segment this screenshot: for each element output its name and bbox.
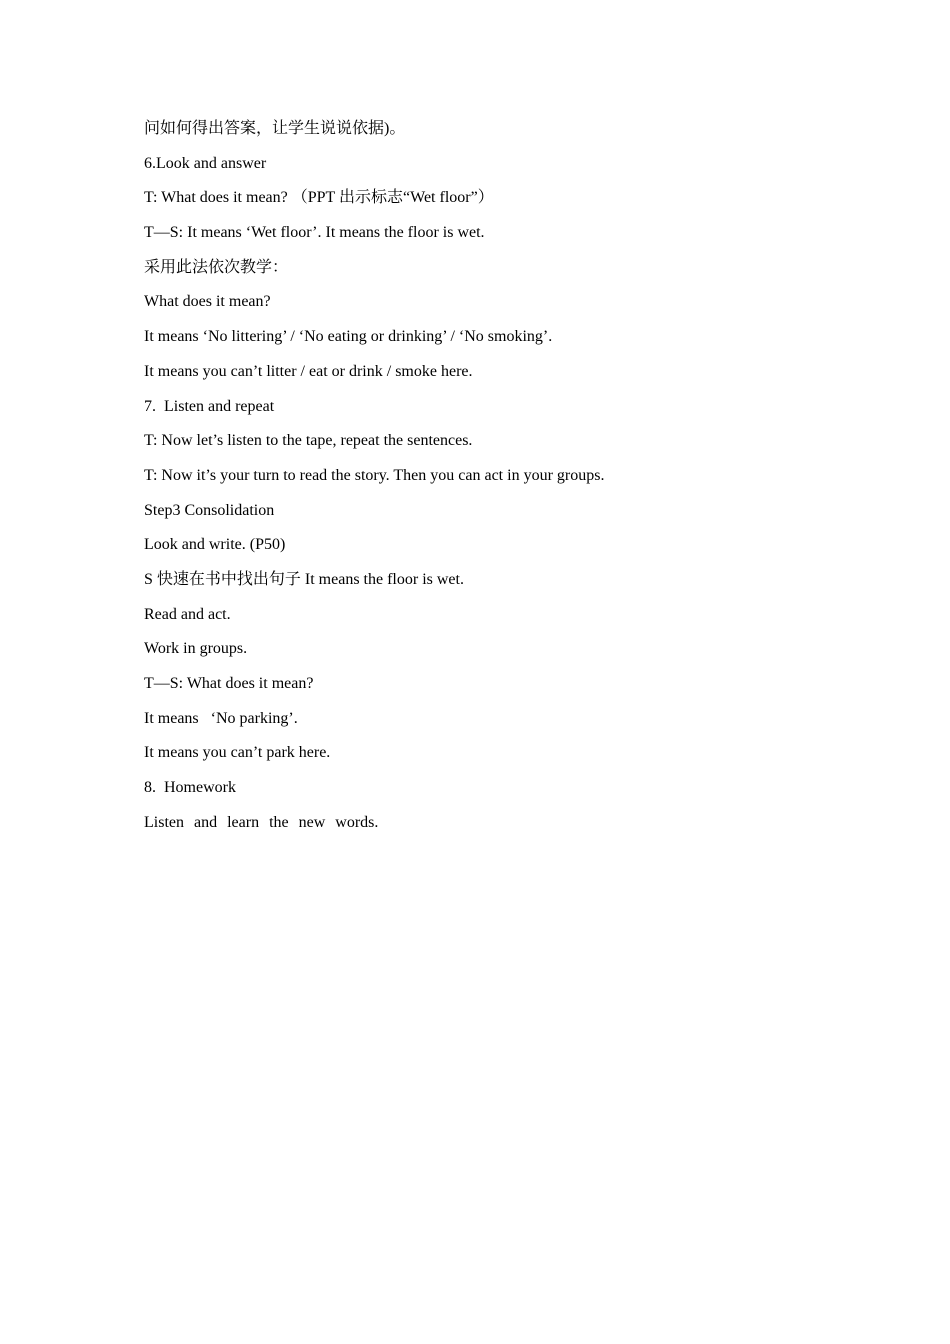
text-line-listen-tape: T: Now let’s listen to the tape, repeat the sentences. (144, 432, 473, 450)
text-line-homework-task: Listen and learn the new words. (144, 813, 379, 831)
text-line-no-parking: It means ‘No parking’. (144, 709, 298, 727)
text-line-cant-park: It means you can’t park here. (144, 744, 331, 762)
text-line-work-in-groups: Work in groups. (144, 640, 248, 658)
text-line-question: What does it mean? (144, 293, 271, 311)
text-line-method-note: 采用此法依次教学： (144, 258, 289, 276)
text-line-teacher-question: T: What does it mean? （PPT 出示标志“Wet floor”） (144, 189, 494, 207)
section-heading-look-and-answer: 6.Look and answer (144, 154, 267, 172)
section-heading-homework: 8. Homework (144, 779, 236, 797)
section-heading-listen-and-repeat: 7. Listen and repeat (144, 397, 275, 415)
text-line-read-story: T: Now it’s your turn to read the story. Then you can act in your groups. (144, 466, 605, 484)
text-line-dialogue-question: T—S: What does it mean? (144, 675, 314, 692)
text-line-cant-do: It means you can’t litter / eat or drink / smoke here. (144, 362, 473, 380)
text-line-dialogue-wet-floor: T—S: It means ‘Wet floor’. It means the floor is wet. (144, 224, 485, 242)
text-line-look-and-write: Look and write. (P50) (144, 536, 286, 554)
text-line-intro-note: 问如何得出答案，让学生说说依据)。 (144, 120, 406, 137)
text-line-find-sentence: S 快速在书中找出句子 It means the floor is wet. (144, 570, 464, 588)
text-line-read-and-act: Read and act. (144, 605, 231, 623)
section-heading-consolidation: Step3 Consolidation (144, 501, 275, 519)
text-line-signs-meaning: It means ‘No littering’ / ‘No eating or drinking’ / ‘No smoking’. (144, 328, 553, 346)
document-body (144, 112, 844, 840)
